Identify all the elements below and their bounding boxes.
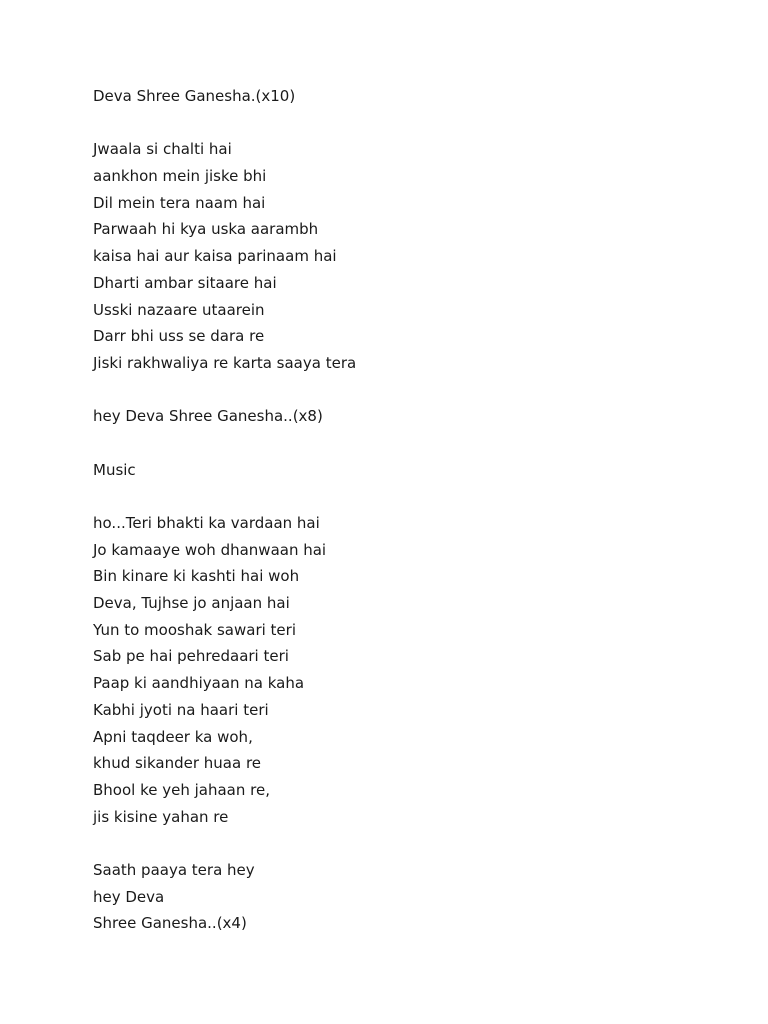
stanza xyxy=(93,85,713,112)
lyric-line: Music xyxy=(93,460,136,479)
lyric-line: Dil mein tera naam hai xyxy=(93,193,266,212)
stanza xyxy=(93,859,713,939)
stanza-gap xyxy=(93,432,713,459)
lyric-line: Saath paaya tera hey xyxy=(93,860,255,879)
lyric-line: Deva, Tujhse jo anjaan hai xyxy=(93,594,290,613)
lyric-line: Jiski rakhwaliya re karta saaya tera xyxy=(93,353,357,372)
stanza xyxy=(93,138,713,378)
lyric-line: khud sikander huaa re xyxy=(93,754,262,773)
lyric-line: hey Deva Shree Ganesha..(x8) xyxy=(93,407,323,426)
lyric-line: Jwaala si chalti hai xyxy=(93,140,232,159)
lyric-line: Sab pe hai pehredaari teri xyxy=(93,647,289,666)
lyric-line: ho...Teri bhakti ka vardaan hai xyxy=(93,514,320,532)
lyric-line: Dharti ambar sitaare hai xyxy=(93,273,277,292)
stanza xyxy=(93,405,713,432)
lyric-line: Shree Ganesha..(x4) xyxy=(93,914,247,933)
lyric-line: hey Deva xyxy=(93,887,165,906)
lyric-line: Kabhi jyoti na haari teri xyxy=(93,700,269,719)
lyric-line: aankhon mein jiske bhi xyxy=(93,167,267,186)
stanza-gap xyxy=(93,485,713,512)
lyric-line: Usski nazaare utaarein xyxy=(93,300,265,319)
stanza-gap xyxy=(93,379,713,406)
lyric-line: Parwaah hi kya uska aarambh xyxy=(93,220,319,239)
lyric-line: Jo kamaaye woh dhanwaan hai xyxy=(93,540,327,559)
lyric-line: Yun to mooshak sawari teri xyxy=(93,620,296,639)
lyric-line: Bin kinare ki kashti hai woh xyxy=(93,567,300,586)
lyric-line: Bhool ke yeh jahaan re, xyxy=(93,780,270,799)
lyric-line: Paap ki aandhiyaan na kaha xyxy=(93,674,305,693)
lyric-line: kaisa hai aur kaisa parinaam hai xyxy=(93,247,337,266)
lyric-line: Apni taqdeer ka woh, xyxy=(93,727,253,746)
stanza xyxy=(93,512,713,832)
lyric-line: Darr bhi uss se dara re xyxy=(93,327,265,346)
stanza xyxy=(93,459,713,486)
lyrics-document xyxy=(93,85,713,939)
stanza-gap xyxy=(93,112,713,139)
lyric-line: jis kisine yahan re xyxy=(93,807,229,826)
stanza-gap xyxy=(93,832,713,859)
lyric-line: Deva Shree Ganesha.(x10) xyxy=(93,87,296,105)
